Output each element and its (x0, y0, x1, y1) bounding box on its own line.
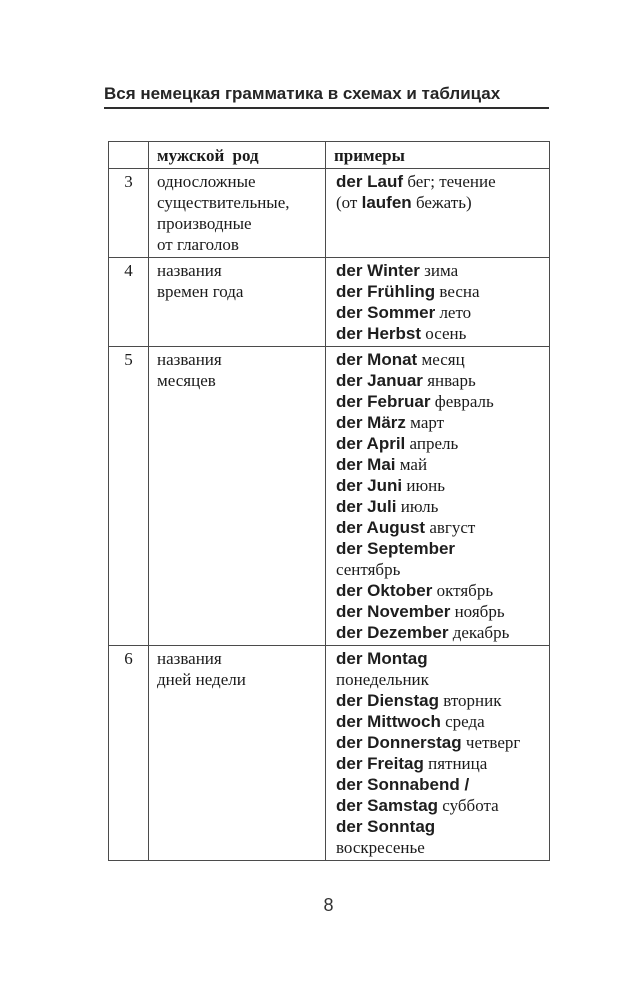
column-header-number (109, 142, 149, 169)
category-cell (149, 169, 326, 258)
german-term: der Monat (336, 350, 418, 369)
example-line (336, 281, 541, 302)
russian-translation: четверг (461, 733, 521, 752)
russian-translation: март (405, 413, 445, 432)
example-line (336, 517, 541, 538)
row-number: 4 (109, 258, 149, 347)
german-term: der August (336, 518, 426, 537)
example-line (336, 391, 541, 412)
example-line (336, 192, 541, 213)
german-term: der April (336, 434, 406, 453)
row-number: 5 (109, 347, 149, 646)
examples-cell (326, 347, 550, 646)
german-term: der Sommer (336, 303, 436, 322)
russian-translation: октябрь (432, 581, 494, 600)
german-term: der Januar (336, 371, 423, 390)
example-line (336, 323, 541, 344)
table-body (109, 169, 550, 861)
german-term: der Herbst (336, 324, 422, 343)
category-cell (149, 646, 326, 861)
example-line (336, 559, 541, 580)
russian-translation: (от (336, 193, 362, 212)
example-line (336, 774, 541, 795)
example-line (336, 795, 541, 816)
russian-translation: среда (440, 712, 485, 731)
german-term: der Sonnabend / (336, 775, 470, 794)
german-term: der Sonntag (336, 817, 436, 836)
german-term: der Freitag (336, 754, 424, 773)
example-line (336, 837, 541, 858)
example-line (336, 690, 541, 711)
category-line: односложные (157, 172, 256, 191)
russian-translation: месяц (417, 350, 465, 369)
example-line (336, 669, 541, 690)
row-number: 3 (109, 169, 149, 258)
column-header-gender: мужской род (149, 142, 326, 169)
german-term: der Winter (336, 261, 420, 280)
example-line (336, 370, 541, 391)
german-term: der Juli (336, 497, 397, 516)
example-line (336, 732, 541, 753)
examples-cell (326, 646, 550, 861)
german-term: der Juni (336, 476, 403, 495)
table-row (109, 169, 550, 258)
russian-translation: пятница (423, 754, 488, 773)
russian-translation: осень (421, 324, 467, 343)
german-term: der Lauf (336, 172, 404, 191)
russian-translation: декабрь (448, 623, 510, 642)
table-row (109, 646, 550, 861)
example-line (336, 580, 541, 601)
russian-translation: август (425, 518, 476, 537)
example-line (336, 648, 541, 669)
example-line (336, 475, 541, 496)
example-line (336, 302, 541, 323)
german-term: der Dienstag (336, 691, 439, 710)
russian-translation: июнь (402, 476, 446, 495)
category-cell (149, 258, 326, 347)
example-line (336, 622, 541, 643)
russian-translation: вторник (438, 691, 502, 710)
russian-translation: бег; течение (403, 172, 496, 191)
russian-translation: суббота (438, 796, 499, 815)
example-line (336, 711, 541, 732)
category-line: названия (157, 350, 222, 369)
russian-translation: понедельник (336, 670, 429, 689)
example-line (336, 753, 541, 774)
german-term: der Mai (336, 455, 396, 474)
german-term: der Mittwoch (336, 712, 441, 731)
category-line: производные (157, 214, 252, 233)
page-number: 8 (323, 895, 334, 915)
russian-translation: апрель (405, 434, 459, 453)
category-line: от глаголов (157, 235, 239, 254)
russian-translation: лето (435, 303, 472, 322)
example-line (336, 496, 541, 517)
russian-translation: воскресенье (336, 838, 425, 857)
table-row (109, 347, 550, 646)
german-term: der November (336, 602, 451, 621)
german-term: der Montag (336, 649, 428, 668)
example-line (336, 260, 541, 281)
category-line: существительные, (157, 193, 290, 212)
russian-translation: май (395, 455, 428, 474)
category-line: месяцев (157, 371, 216, 390)
example-line (336, 349, 541, 370)
examples-cell (326, 258, 550, 347)
german-term: laufen (361, 193, 412, 212)
german-term: der Donnerstag (336, 733, 462, 752)
russian-translation: бежать) (411, 193, 472, 212)
russian-translation: ноябрь (450, 602, 505, 621)
example-line (336, 171, 541, 192)
example-line (336, 412, 541, 433)
grammar-table (108, 141, 550, 861)
category-line: дней недели (157, 670, 246, 689)
table-row (109, 258, 550, 347)
german-term: der Frühling (336, 282, 436, 301)
russian-translation: январь (422, 371, 476, 390)
example-line (336, 454, 541, 475)
category-line: названия (157, 261, 222, 280)
german-term: der September (336, 539, 456, 558)
russian-translation: июль (396, 497, 439, 516)
examples-cell (326, 169, 550, 258)
german-term: der Samstag (336, 796, 439, 815)
example-line (336, 538, 541, 559)
table-header-row (109, 142, 550, 169)
running-head: Вся немецкая грамматика в схемах и таблицах (104, 84, 549, 109)
example-line (336, 433, 541, 454)
german-term: der Oktober (336, 581, 433, 600)
russian-translation: февраль (430, 392, 494, 411)
russian-translation: зима (419, 261, 459, 280)
row-number: 6 (109, 646, 149, 861)
category-line: времен года (157, 282, 244, 301)
german-term: der Dezember (336, 623, 449, 642)
german-term: der Februar (336, 392, 431, 411)
category-cell (149, 347, 326, 646)
column-header-examples: примеры (326, 142, 550, 169)
example-line (336, 601, 541, 622)
german-term: der März (336, 413, 406, 432)
category-line: названия (157, 649, 222, 668)
russian-translation: весна (435, 282, 480, 301)
example-line (336, 816, 541, 837)
russian-translation: сентябрь (336, 560, 401, 579)
